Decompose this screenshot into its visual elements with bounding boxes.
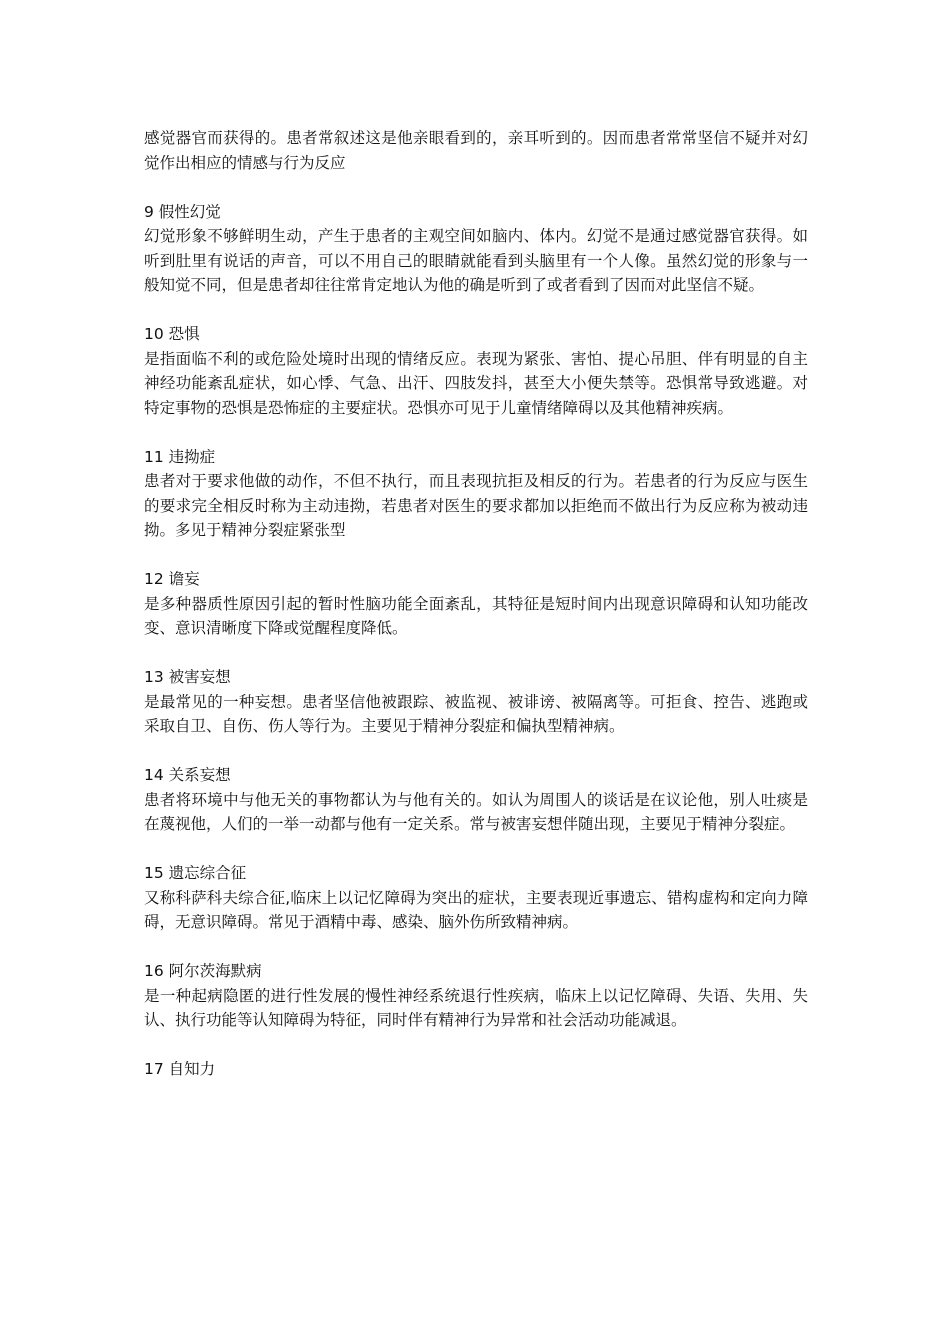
section-body: 幻觉形象不够鲜明生动，产生于患者的主观空间如脑内、体内。幻觉不是通过感觉器官获得。如听到肚里有说话的声音，可以不用自己的眼睛就能看到头脑里有一个人像。虽然幻觉的形象与一般知觉不同，但是患者却往往常肯定地认为他的确是听到了或者看到了因而对此坚信不疑。 (144, 227, 808, 294)
section-heading: 9 假性幻觉 (144, 202, 221, 221)
section-heading: 10 恐惧 (144, 325, 200, 343)
section-heading: 12 谵妄 (144, 570, 200, 588)
section-body: 又称科萨科夫综合征,临床上以记忆障碍为突出的症状，主要表现近事遗忘、错构虚构和定向力障碍，无意识障碍。常见于酒精中毒、感染、脑外伤所致精神病。 (144, 888, 808, 931)
section-10 (144, 322, 808, 420)
section-heading: 11 违拗症 (144, 447, 216, 466)
section-12 (144, 567, 808, 641)
section-13 (144, 665, 808, 739)
section-17 (144, 1057, 808, 1082)
section-16 (144, 959, 808, 1033)
section-body: 是多种器质性原因引起的暂时性脑功能全面紊乱，其特征是短时间内出现意识障碍和认知功能改变、意识清晰度下降或觉醒程度降低。 (144, 594, 808, 637)
section-heading: 14 关系妄想 (144, 766, 231, 784)
section-9 (144, 200, 808, 298)
section-body: 患者对于要求他做的动作，不但不执行，而且表现抗拒及相反的行为。若患者的行为反应与医生的要求完全相反时称为主动违拗，若患者对医生的要求都加以拒绝而不做出行为反应称为被动违拗。多见于精神分裂症紧张型 (144, 472, 808, 539)
document-content (144, 126, 808, 1082)
section-body: 患者将环境中与他无关的事物都认为与他有关的。如认为周围人的谈话是在议论他，别人吐痰是在蔑视他，人们的一举一动都与他有一定关系。常与被害妄想伴随出现，主要见于精神分裂症。 (144, 790, 808, 833)
intro-paragraph: 感觉器官而获得的。患者常叙述这是他亲眼看到的，亲耳听到的。因而患者常常坚信不疑并对幻觉作出相应的情感与行为反应 (144, 129, 808, 172)
section-heading: 13 被害妄想 (144, 668, 231, 686)
section-15 (144, 861, 808, 935)
section-heading: 15 遗忘综合征 (144, 864, 247, 882)
section-body: 是最常见的一种妄想。患者坚信他被跟踪、被监视、被诽谤、被隔离等。可拒食、控告、逃跑或采取自卫、自伤、伤人等行为。主要见于精神分裂症和偏执型精神病。 (144, 692, 808, 735)
section-body: 是一种起病隐匿的进行性发展的慢性神经系统退行性疾病，临床上以记忆障碍、失语、失用、失认、执行功能等认知障碍为特征，同时伴有精神行为异常和社会活动功能减退。 (144, 986, 808, 1029)
section-body: 是指面临不利的或危险处境时出现的情绪反应。表现为紧张、害怕、提心吊胆、伴有明显的自主神经功能紊乱症状，如心悸、气急、出汗、四肢发抖，甚至大小便失禁等。恐惧常导致逃避。对特定事物的恐惧是恐怖症的主要症状。恐惧亦可见于儿童情绪障碍以及其他精神疾病。 (144, 349, 808, 417)
section-heading: 17 自知力 (144, 1060, 216, 1078)
section-heading: 16 阿尔茨海默病 (144, 962, 262, 980)
section-14 (144, 763, 808, 837)
section-11 (144, 445, 808, 543)
